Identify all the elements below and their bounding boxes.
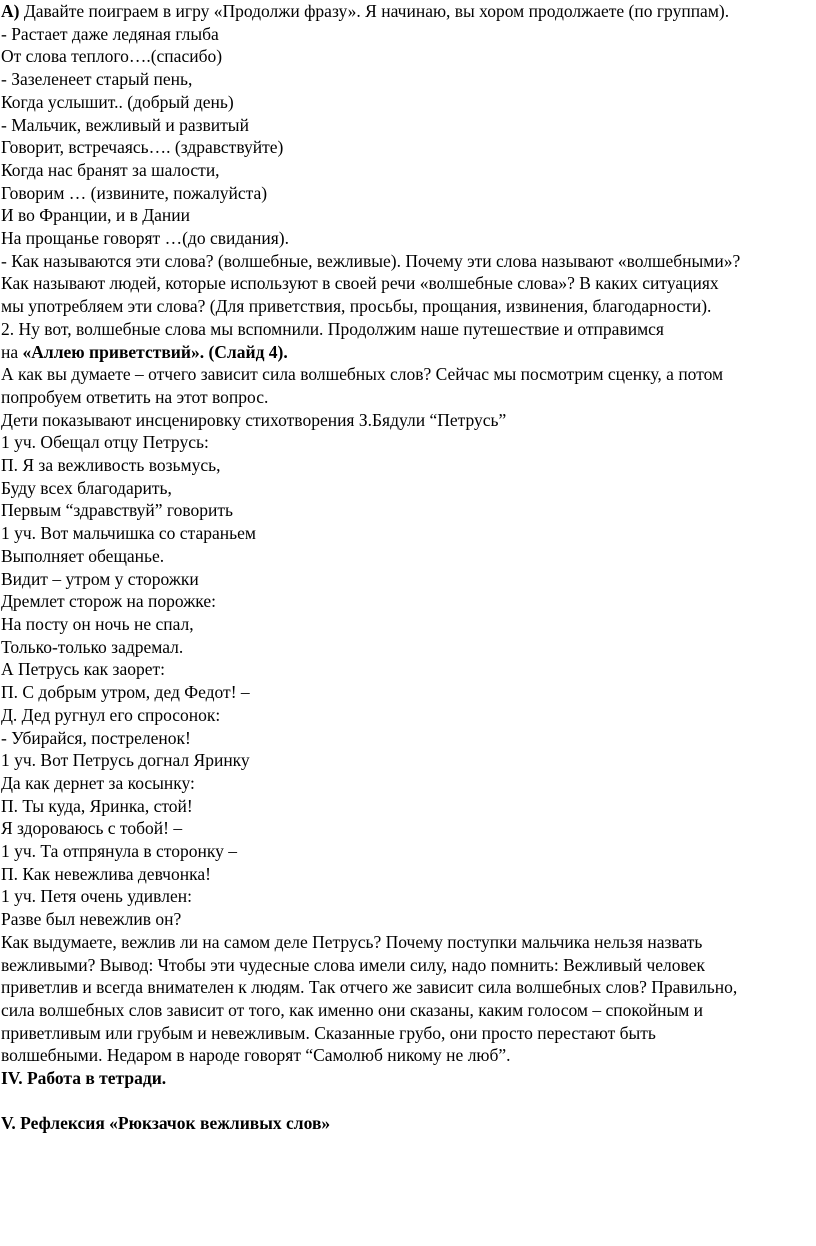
line-text: приветливым или грубым и невежливым. Сказанные грубо, они просто перестают быть [1,1022,656,1043]
text-line [1,772,813,795]
text-line [1,363,813,386]
bold-heading-text: IV. Работа в тетради. [1,1068,167,1089]
line-text: на [1,341,23,362]
line-text: Дети показывают инсценировку стихотворения З.Бядули “Петрусь” [1,409,507,430]
text-line [1,590,813,613]
text-line [1,976,813,999]
text-line [1,522,813,545]
line-text: вежливыми? Вывод: Чтобы эти чудесные слова имели силу, надо помнить: Вежливый человек [1,954,705,975]
text-line [1,908,813,931]
line-text: П. Я за вежливость возьмусь, [1,455,221,476]
text-line [1,681,813,704]
line-text: 1 уч. Вот мальчишка со стараньем [1,523,256,544]
line-text: Когда нас бранят за шалости, [1,159,220,180]
line-text: - Как называются эти слова? (волшебные, вежливые). Почему эти слова называют «волшебными»? [1,250,741,271]
text-line [1,68,813,91]
text-line [1,136,813,159]
text-line [1,1044,813,1067]
text-line [1,23,813,46]
line-text: Буду всех благодарить, [1,477,172,498]
text-line [1,545,813,568]
line-text: А Петрусь как заорет: [1,659,166,680]
text-line [1,295,813,318]
line-text: П. Ты куда, Яринка, стой! [1,795,193,816]
line-text: Говорит, встречаясь…. (здравствуйте) [1,137,284,158]
text-line [1,0,813,23]
line-text: П. С добрым утром, дед Федот! – [1,682,250,703]
text-line [1,91,813,114]
line-text: - Зазеленеет старый пень, [1,69,193,90]
text-line [1,318,813,341]
line-text: Разве был невежлив он? [1,909,182,930]
text-line [1,386,813,409]
line-text: На посту он ночь не спал, [1,613,194,634]
text-line [1,568,813,591]
line-text: мы употребляем эти слова? (Для приветствия, просьбы, прощания, извинения, благодарности). [1,296,712,317]
line-text: - Убирайся, постреленок! [1,727,191,748]
line-text: Первым “здравствуй” говорить [1,500,234,521]
line-text: 2. Ну вот, волшебные слова мы вспомнили. Продолжим наше путешествие и отправимся [1,318,664,339]
line-text: Да как дернет за косынку: [1,772,195,793]
text-line [1,658,813,681]
text-line [1,204,813,227]
line-text: 1 уч. Вот Петрусь догнал Яринку [1,750,250,771]
text-line [1,250,813,273]
line-text: 1 уч. Обещал отцу Петрусь: [1,432,209,453]
text-line [1,863,813,886]
text-line [1,1112,813,1135]
text-line [1,795,813,818]
text-line [1,114,813,137]
text-line [1,431,813,454]
text-line [1,704,813,727]
line-text: волшебными. Недаром в народе говорят “Самолюб никому не люб”. [1,1045,511,1066]
line-text: Видит – утром у сторожки [1,568,199,589]
line-text: Только-только задремал. [1,636,184,657]
text-line [1,840,813,863]
text-line [1,1022,813,1045]
line-text: приветлив и всегда внимателен к людям. Так отчего же зависит сила волшебных слов? Правильно, [1,977,738,998]
line-text: И во Франции, и в Дании [1,205,191,226]
text-line [1,1067,813,1090]
line-text: А как вы думаете – отчего зависит сила волшебных слов? Сейчас мы посмотрим сценку, а потом [1,364,724,385]
text-line [1,931,813,954]
line-text: Давайте поиграем в игру «Продолжи фразу». Я начинаю, вы хором продолжаете (по группам). [19,1,730,21]
text-line [1,477,813,500]
line-text: От слова теплого….(спасибо) [1,46,223,67]
line-text: Говорим … (извините, пожалуйста) [1,182,268,203]
bold-emphasis-text: «Аллею приветствий». (Слайд 4). [22,341,288,362]
document-body [1,0,813,1135]
line-text: сила волшебных слов зависит от того, как именно они сказаны, каким голосом – спокойным и [1,999,704,1020]
line-text: На прощанье говорят …(до свидания). [1,228,289,249]
line-text: Д. Дед ругнул его спросонок: [1,704,221,725]
text-line [1,409,813,432]
text-line [1,817,813,840]
line-text: Как выдумаете, вежлив ли на самом деле Петрусь? Почему поступки мальчика нельзя назвать [1,931,703,952]
text-line [1,954,813,977]
text-line [1,454,813,477]
line-text: 1 уч. Та отпрянула в сторонку – [1,841,237,862]
line-text: 1 уч. Петя очень удивлен: [1,886,192,907]
text-line [1,999,813,1022]
line-text: Дремлет сторож на порожке: [1,591,216,612]
bold-heading-text: А) [1,1,20,21]
line-text: Выполняет обещанье. [1,545,165,566]
line-text: Когда услышит.. (добрый день) [1,91,234,112]
line-text: Я здороваюсь с тобой! – [1,818,183,839]
text-line [1,499,813,522]
text-line [1,182,813,205]
text-line [1,341,813,364]
text-line [1,45,813,68]
text-line [1,159,813,182]
text-line [1,227,813,250]
text-line [1,885,813,908]
text-line [1,727,813,750]
blank-line [1,1090,813,1113]
line-text: попробуем ответить на этот вопрос. [1,386,269,407]
line-text: - Растает даже ледяная глыба [1,23,219,44]
bold-heading-text: V. Рефлексия «Рюкзачок вежливых слов» [1,1113,331,1134]
line-text: Как называют людей, которые используют в своей речи «волшебные слова»? В каких ситуациях [1,273,719,294]
text-line [1,636,813,659]
line-text: П. Как невежлива девчонка! [1,863,211,884]
text-line [1,613,813,636]
text-line [1,749,813,772]
text-line [1,272,813,295]
line-text: - Мальчик, вежливый и развитый [1,114,249,135]
